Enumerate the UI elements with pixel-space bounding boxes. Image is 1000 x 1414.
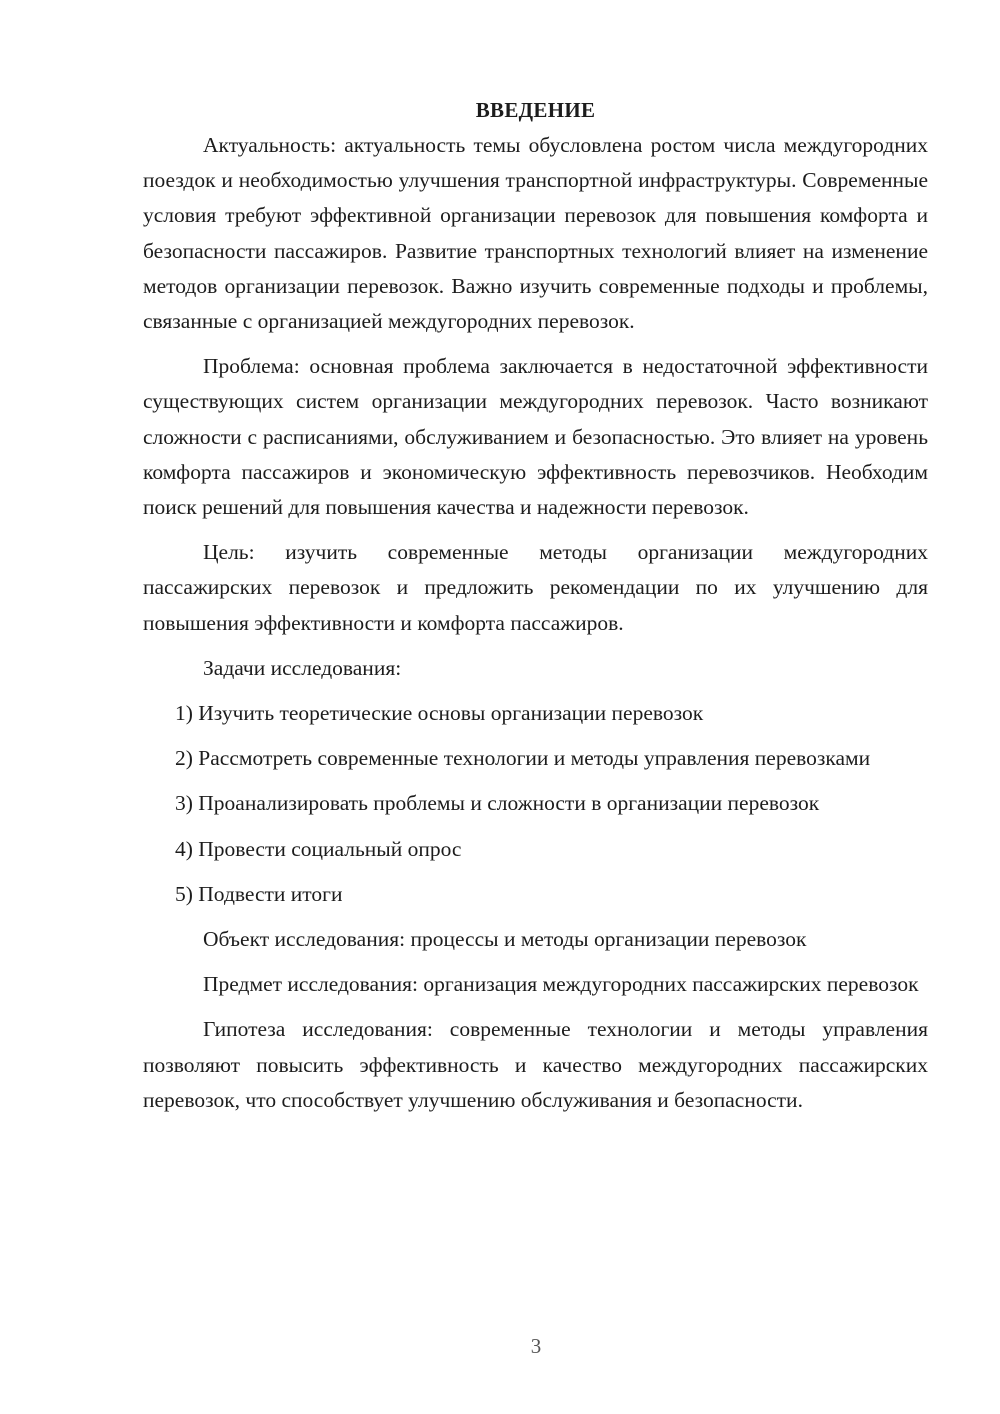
paragraph-hypothesis: Гипотеза исследования: современные технологии и методы управления позволяют повысить эффективность и качество междугородних пассажирских перевозок, что способствует улучшению обслуживания и безопасности. <box>143 1017 928 1112</box>
tasks-intro: Задачи исследования: <box>203 655 402 680</box>
paragraph-subject: Предмет исследования: организация междугородних пассажирских перевозок <box>203 972 919 997</box>
paragraph-gap <box>143 867 928 877</box>
paragraph-goal: Цель: изучить современные методы организации междугородних пассажирских перевозок и предложить рекомендации по их улучшению для повышения эффективности и комфорта пассажиров. <box>143 540 928 635</box>
paragraph-gap <box>143 912 928 922</box>
task-item: 5) Подвести итоги <box>175 881 343 906</box>
paragraph-gap <box>143 525 928 535</box>
paragraph-gap <box>143 339 928 349</box>
task-item: 4) Провести социальный опрос <box>175 836 462 861</box>
paragraph-relevance: Актуальность: актуальность темы обусловлена ростом числа междугородних поездок и необходимостью улучшения транспортной инфраструктуры. Современные условия требуют эффективной организации перевозок для повышения комфорта и безопасности пассажиров. Развитие транспортных технологий влияет на изменение методов организации перевозок. Важно изучить современные подходы и проблемы, связанные с организацией междугородних перевозок. <box>143 133 928 334</box>
paragraph-problem: Проблема: основная проблема заключается в недостаточной эффективности существующих систем организации междугородних перевозок. Часто возникают сложности с расписаниями, обслуживанием и безопасностью. Это влияет на уровень комфорта пассажиров и экономическую эффективность перевозчиков. Необходим поиск решений для повышения качества и надежности перевозок. <box>143 354 928 520</box>
paragraph-gap <box>143 822 928 832</box>
task-item: 3) Проанализировать проблемы и сложности в организации перевозок <box>175 791 820 816</box>
task-item: 2) Рассмотреть современные технологии и методы управления перевозками <box>175 746 871 771</box>
section-heading: ВВЕДЕНИЕ <box>475 98 596 122</box>
paragraph-gap <box>143 641 928 651</box>
page-number: 3 <box>530 1334 542 1358</box>
paragraph-gap <box>143 731 928 741</box>
task-item: 1) Изучить теоретические основы организации перевозок <box>175 701 704 726</box>
document-page <box>143 93 928 1118</box>
paragraph-gap <box>143 1002 928 1012</box>
paragraph-object: Объект исследования: процессы и методы организации перевозок <box>203 927 807 952</box>
paragraph-gap <box>143 957 928 967</box>
paragraph-gap <box>143 686 928 696</box>
paragraph-gap <box>143 776 928 786</box>
